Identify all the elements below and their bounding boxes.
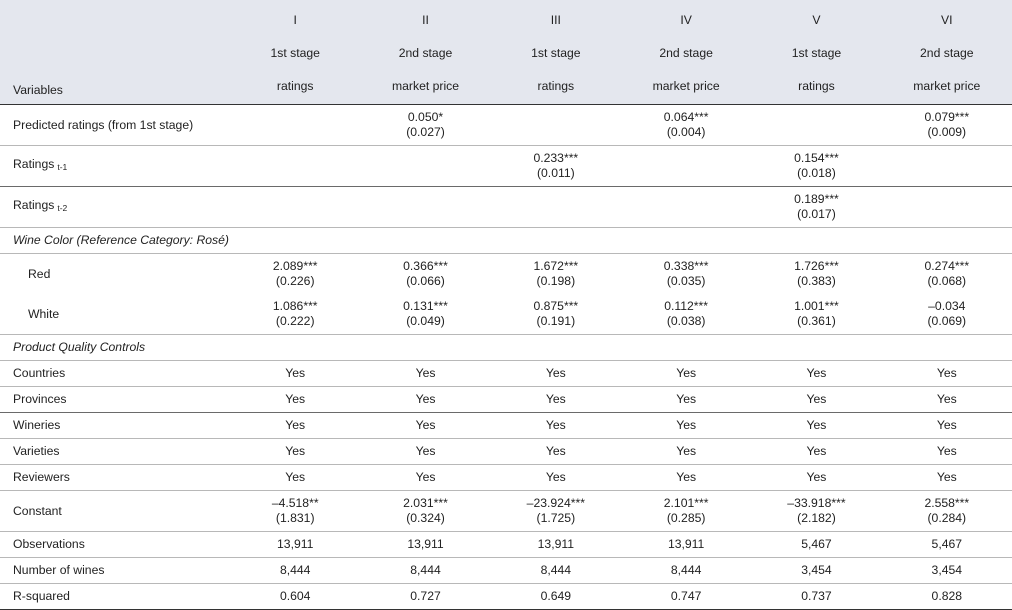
header-row-dependent <box>0 69 1012 105</box>
value-cell: Yes <box>491 413 621 439</box>
standard-error: (2.182) <box>797 511 836 525</box>
coefficient-cell <box>230 294 360 335</box>
value-cell: Yes <box>751 465 881 491</box>
value-cell: 8,444 <box>491 558 621 584</box>
coefficient: 0.233*** <box>533 151 579 165</box>
row-label-text: Predicted ratings (from 1st stage) <box>13 117 194 132</box>
standard-error: (0.011) <box>536 166 575 180</box>
variables-header: Variables <box>0 69 230 105</box>
row-label-text: Wineries <box>13 418 61 432</box>
coefficient-cell <box>360 294 490 335</box>
row-label <box>0 491 230 532</box>
value-cell: 13,911 <box>230 532 360 558</box>
header-stage: 1st stage <box>751 37 881 69</box>
value-cell: Yes <box>621 439 751 465</box>
row-label-text: Ratings <box>13 157 55 171</box>
row-label <box>0 105 230 146</box>
value-cell: Yes <box>751 361 881 387</box>
coefficient-cell <box>360 491 490 532</box>
value-cell: Yes <box>491 439 621 465</box>
row-label-text: Reviewers <box>13 470 70 484</box>
row-label-text: Number of wines <box>13 563 105 577</box>
header-dependent: ratings <box>751 69 881 105</box>
coefficient-cell <box>491 491 621 532</box>
header-roman: III <box>491 0 621 37</box>
row-label <box>0 558 230 584</box>
table-row <box>0 254 1012 295</box>
table-row <box>0 584 1012 610</box>
value-cell: Yes <box>882 465 1012 491</box>
coefficient-cell <box>360 105 490 146</box>
coefficient-cell <box>360 254 490 295</box>
coefficient-cell <box>230 146 360 187</box>
coefficient-cell <box>751 105 881 146</box>
standard-error: (0.191) <box>536 314 576 328</box>
row-label <box>0 187 230 228</box>
table-row <box>0 361 1012 387</box>
coefficient-cell <box>360 187 490 228</box>
coefficient: 0.064*** <box>663 110 709 124</box>
standard-error: (0.222) <box>275 314 315 328</box>
coefficient-cell <box>751 294 881 335</box>
value-cell: Yes <box>621 465 751 491</box>
coefficient-cell <box>230 491 360 532</box>
value-cell: Yes <box>230 465 360 491</box>
standard-error: (0.009) <box>927 125 967 139</box>
coefficient-cell <box>621 187 751 228</box>
coefficient: –0.034 <box>928 299 966 313</box>
header-dependent: ratings <box>491 69 621 105</box>
row-label-text: R-squared <box>13 589 70 603</box>
coefficient-cell <box>491 105 621 146</box>
table-row <box>0 294 1012 335</box>
value-cell: Yes <box>491 465 621 491</box>
coefficient-cell <box>491 187 621 228</box>
value-cell: 3,454 <box>882 558 1012 584</box>
row-label-text: Constant <box>13 503 62 518</box>
coefficient: 0.112*** <box>664 299 709 313</box>
coefficient: 2.558*** <box>924 496 970 510</box>
row-label <box>0 387 230 413</box>
value-cell: Yes <box>230 439 360 465</box>
standard-error: (0.049) <box>406 314 445 328</box>
row-label-text: White <box>28 306 60 321</box>
coefficient: 0.131*** <box>403 299 448 313</box>
value-cell: 0.604 <box>230 584 360 610</box>
standard-error: (0.324) <box>406 511 445 525</box>
value-cell: Yes <box>360 439 490 465</box>
table-row <box>0 491 1012 532</box>
row-label <box>0 361 230 387</box>
value-cell: 5,467 <box>882 532 1012 558</box>
value-cell: Yes <box>621 413 751 439</box>
row-label-subscript: t-2 <box>57 203 68 213</box>
table-row <box>0 532 1012 558</box>
coefficient-cell <box>882 187 1012 228</box>
row-label-text: Observations <box>13 537 85 551</box>
row-label <box>0 146 230 187</box>
row-label-text: Red <box>28 266 51 281</box>
standard-error: (0.027) <box>406 125 445 139</box>
value-cell: Yes <box>230 413 360 439</box>
value-cell: Yes <box>621 361 751 387</box>
header-roman: V <box>751 0 881 37</box>
row-label <box>0 254 230 295</box>
header-roman: II <box>360 0 490 37</box>
header-stage: 1st stage <box>230 37 360 69</box>
coefficient-cell <box>360 146 490 187</box>
value-cell: Yes <box>882 439 1012 465</box>
row-label-text: Countries <box>13 366 66 380</box>
coefficient: 2.031*** <box>403 496 448 510</box>
table-row <box>0 105 1012 146</box>
coefficient-cell <box>621 491 751 532</box>
row-label <box>0 439 230 465</box>
header-row-stage <box>0 37 1012 69</box>
row-label <box>0 294 230 335</box>
section-heading: Wine Color (Reference Category: Rosé) <box>0 228 1012 254</box>
section-row <box>0 228 1012 254</box>
coefficient-cell <box>621 105 751 146</box>
standard-error: (0.004) <box>666 125 706 139</box>
standard-error: (0.018) <box>797 166 836 180</box>
header-stage: 1st stage <box>491 37 621 69</box>
coefficient-cell <box>491 254 621 295</box>
row-label-text: Varieties <box>13 444 60 458</box>
table-row <box>0 187 1012 228</box>
value-cell: Yes <box>882 361 1012 387</box>
coefficient: 0.154*** <box>794 151 839 165</box>
header-dependent: ratings <box>230 69 360 105</box>
header-roman: VI <box>882 0 1012 37</box>
header-stage: 2nd stage <box>360 37 490 69</box>
coefficient-cell <box>751 491 881 532</box>
coefficient-cell <box>491 294 621 335</box>
coefficient: –33.918*** <box>787 496 846 510</box>
table-row <box>0 465 1012 491</box>
header-stage: 2nd stage <box>882 37 1012 69</box>
coefficient: 0.366*** <box>403 259 448 273</box>
header-stage: 2nd stage <box>621 37 751 69</box>
coefficient-cell <box>491 146 621 187</box>
header-roman: IV <box>621 0 751 37</box>
value-cell: Yes <box>882 387 1012 413</box>
coefficient-cell <box>882 254 1012 295</box>
coefficient: 0.050* <box>407 110 444 124</box>
row-label-text: Provinces <box>13 392 67 406</box>
standard-error: (1.831) <box>275 511 315 525</box>
standard-error: (0.198) <box>536 274 576 288</box>
table-row <box>0 558 1012 584</box>
row-label <box>0 413 230 439</box>
coefficient: –4.518** <box>271 496 319 510</box>
coefficient-cell <box>751 187 881 228</box>
standard-error: (0.361) <box>797 314 836 328</box>
section-row <box>0 335 1012 361</box>
value-cell: 13,911 <box>621 532 751 558</box>
header-dependent: market price <box>882 69 1012 105</box>
coefficient: 1.672*** <box>533 259 579 273</box>
standard-error: (0.383) <box>797 274 836 288</box>
value-cell: 3,454 <box>751 558 881 584</box>
coefficient: 0.338*** <box>663 259 709 273</box>
coefficient-cell <box>751 254 881 295</box>
value-cell: Yes <box>751 387 881 413</box>
coefficient: 0.079*** <box>924 110 970 124</box>
coefficient-cell <box>751 146 881 187</box>
coefficient-cell <box>230 187 360 228</box>
standard-error: (0.068) <box>927 274 967 288</box>
value-cell: Yes <box>230 387 360 413</box>
coefficient: 2.089*** <box>272 259 318 273</box>
coefficient: 1.726*** <box>794 259 839 273</box>
value-cell: 13,911 <box>491 532 621 558</box>
coefficient-cell <box>621 146 751 187</box>
row-label <box>0 532 230 558</box>
value-cell: Yes <box>360 413 490 439</box>
coefficient: 1.086*** <box>272 299 318 313</box>
header-row-roman <box>0 0 1012 37</box>
value-cell: Yes <box>360 465 490 491</box>
value-cell: Yes <box>230 361 360 387</box>
value-cell: Yes <box>751 413 881 439</box>
coefficient-cell <box>621 294 751 335</box>
coefficient: 0.875*** <box>533 299 579 313</box>
standard-error: (0.017) <box>797 207 836 221</box>
value-cell: Yes <box>621 387 751 413</box>
coefficient: 0.274*** <box>924 259 970 273</box>
row-label <box>0 584 230 610</box>
standard-error: (1.725) <box>536 511 576 525</box>
value-cell: Yes <box>360 361 490 387</box>
header-dependent: market price <box>360 69 490 105</box>
value-cell: Yes <box>751 439 881 465</box>
table-row <box>0 387 1012 413</box>
coefficient: 1.001*** <box>794 299 839 313</box>
header-roman: I <box>230 0 360 37</box>
row-label-subscript: t-1 <box>57 162 68 172</box>
standard-error: (0.226) <box>275 274 315 288</box>
coefficient-cell <box>621 254 751 295</box>
value-cell: 0.649 <box>491 584 621 610</box>
row-label <box>0 465 230 491</box>
value-cell: 0.747 <box>621 584 751 610</box>
header-dependent: market price <box>621 69 751 105</box>
table-row <box>0 439 1012 465</box>
coefficient-cell <box>882 105 1012 146</box>
standard-error: (0.284) <box>927 511 967 525</box>
header-empty-cell <box>0 37 230 69</box>
value-cell: 0.727 <box>360 584 490 610</box>
section-heading: Product Quality Controls <box>0 335 1012 361</box>
table-row <box>0 413 1012 439</box>
coefficient-cell <box>230 254 360 295</box>
standard-error: (0.066) <box>406 274 445 288</box>
table-row <box>0 146 1012 187</box>
coefficient-cell <box>882 146 1012 187</box>
coefficient: –23.924*** <box>526 496 585 510</box>
coefficient-cell <box>882 491 1012 532</box>
coefficient-cell <box>230 105 360 146</box>
value-cell: Yes <box>882 413 1012 439</box>
coefficient-cell <box>882 294 1012 335</box>
value-cell: 5,467 <box>751 532 881 558</box>
value-cell: 8,444 <box>230 558 360 584</box>
value-cell: Yes <box>360 387 490 413</box>
value-cell: 8,444 <box>621 558 751 584</box>
value-cell: 0.828 <box>882 584 1012 610</box>
standard-error: (0.038) <box>666 314 706 328</box>
header-empty-cell <box>0 0 230 37</box>
coefficient: 0.189*** <box>794 192 839 206</box>
coefficient: 2.101*** <box>663 496 709 510</box>
standard-error: (0.035) <box>666 274 706 288</box>
value-cell: Yes <box>491 387 621 413</box>
value-cell: 0.737 <box>751 584 881 610</box>
row-label-text: Ratings <box>13 198 55 212</box>
value-cell: 8,444 <box>360 558 490 584</box>
standard-error: (0.069) <box>927 314 967 328</box>
value-cell: Yes <box>491 361 621 387</box>
standard-error: (0.285) <box>666 511 706 525</box>
value-cell: 13,911 <box>360 532 490 558</box>
